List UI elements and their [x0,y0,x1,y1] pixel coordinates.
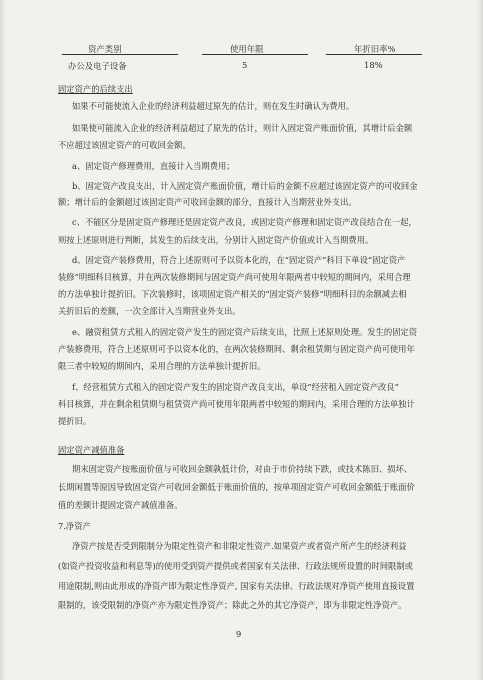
paragraph-line: 的方法单独计提折旧。下次装修时，该项固定资产相关的“固定资产装修”明细科目的余额减去相 [58,289,407,299]
paragraph-line: 科目核算，并在剩余租赁期与租赁资产尚可使用年限两者中较短的期间内，采用合理的方法单独计 [58,399,415,409]
paragraph-line: 不应超过该固定资产的可收回金额。 [58,140,191,150]
paragraph-line: (如资产投资收益和利息等)的使用受到资产提供或者国家有关法律、行政法规所设置的时间限制或 [58,561,413,571]
paragraph-line: 装修”明细科目核算，并在两次装修期间与固定资产尚可使用年限两者中较短的期间内，采用合理 [58,272,411,282]
header-rule [326,54,422,55]
section-heading: 固定资产减值准备 [58,445,125,455]
section-heading: 7.净资产 [58,521,91,531]
cell-useful-life: 5 [242,60,248,70]
paragraph-line: 关折旧后的差额，一次全部计入当期营业外支出。 [58,306,241,316]
header-asset-category: 资产类别 [88,44,122,54]
header-depreciation-rate: 年折旧率% [354,44,396,54]
header-rule [202,54,308,55]
paragraph-line: d、固定资产装修费用，符合上述原则可予以资本化的，在“固定资产”科目下单设“固定资产 [72,255,406,265]
cell-asset-category: 办公及电子设备 [68,61,127,71]
paragraph-line: f、经营租赁方式租入的固定资产发生的固定资产改良支出，单设“经营租入固定资产改良” [72,382,399,392]
paragraph-line: 如果使可能流入企业的经济利益超过了原先的估计，则计入固定资产账面价值，其增计后金额 [72,123,413,133]
header-rule [62,54,178,55]
page-number: 9 [236,629,242,639]
paragraph-line: 长期闲置等原因导致固定资产可收回金额低于账面价值的，按单项固定资产可收回金额低于账面价 [58,482,415,492]
paragraph-line: 期末固定资产按账面价值与可收回金额孰低计价，对由于市价持续下跌，或技术陈旧、损坏、 [72,464,413,474]
table-header-row [62,40,422,57]
paragraph-line: 值的差额计提固定资产减值准备。 [58,500,183,510]
paragraph-line: 净资产按是否受到限制分为限定性资产和非限定性资产.如果资产或者资产所产生的经济利益 [72,541,407,551]
paragraph-line: e、融资租赁方式租入的固定资产发生的固定资产后续支出，比照上述原则处理。发生的固定资 [72,327,418,337]
table-row [62,57,422,75]
paragraph-line: 限制的，该受限制的净资产亦为限定性净资产；除此之外的其它净资产，即为非限定性净资产。 [58,600,407,610]
scan-shadow-left [0,0,6,680]
paragraph-line: 如果不可能使流入企业的经济利益超过原先的估计，则在发生时确认为费用。 [72,101,355,111]
paragraph-line: b、固定资产改良支出，计入固定资产账面价值，增计后的金额不应超过该固定资产的可收回金 [72,181,418,191]
paragraph-line: a、固定资产修理费用，直接计入当期费用； [72,161,235,171]
header-useful-life: 使用年限 [230,44,264,54]
paragraph-line: c、不能区分是固定资产修理还是固定资产改良，或固定资产修理和固定资产改良结合在一起， [72,217,417,227]
scan-shadow-right [477,0,483,680]
section-heading: 固定资产的后续支出 [58,84,133,94]
paragraph-line: 额；增计后的金额超过该固定资产可收回金额的部分，直接计入当期营业外支出。 [58,197,357,207]
cell-depreciation-rate: 18% [364,60,383,70]
paragraph-line: 则按上述原则进行判断，其发生的后续支出，分别计入固定资产价值或计入当期费用。 [58,235,374,245]
paragraph-line: 限三者中较短的期间内，采用合理的方法单独计提折旧。 [58,361,266,371]
paragraph-line: 提折旧。 [58,416,92,426]
paragraph-line: 用途限制,则由此形成的净资产即为限定性净资产, 国家有关法律、行政法规对净资产使用直接设置 [58,581,415,591]
paragraph-line: 产装修费用，符合上述原则可予以资本化的，在两次装修期间、剩余租赁期与固定资产尚可使用年 [58,344,415,354]
depreciation-table [62,40,422,75]
